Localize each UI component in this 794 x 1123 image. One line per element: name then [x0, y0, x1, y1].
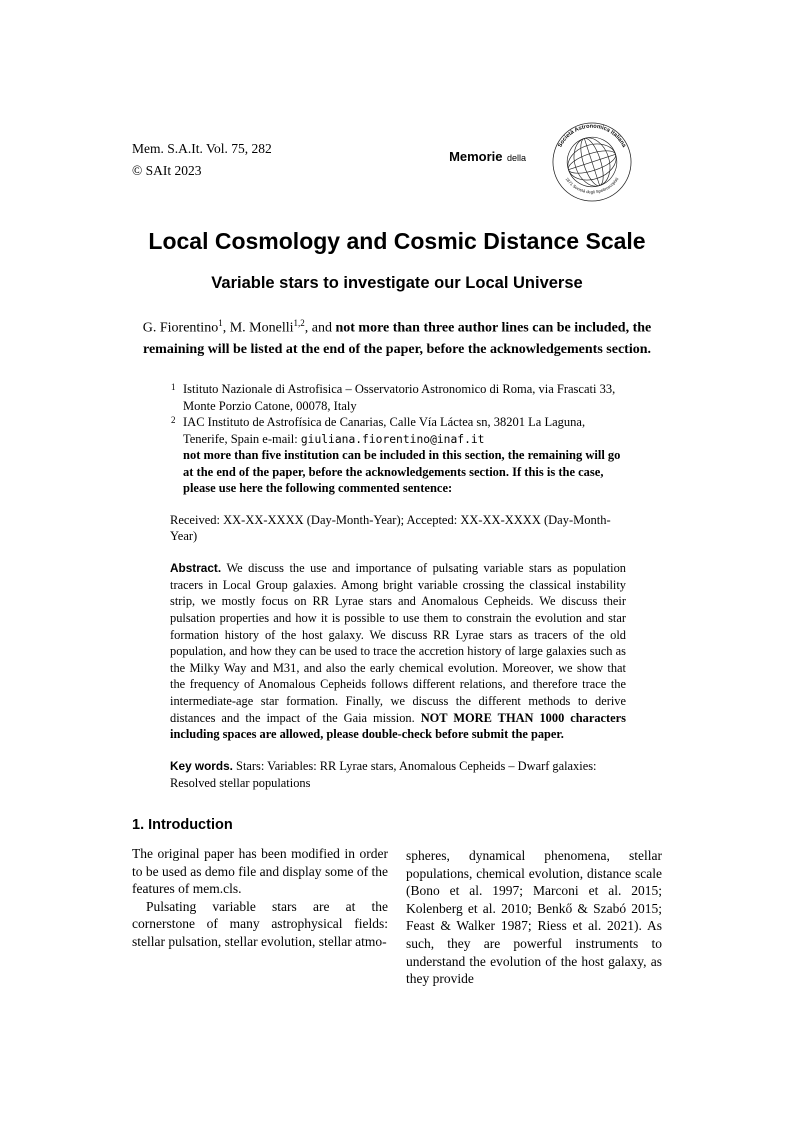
author-name: , M. Monelli [222, 320, 294, 336]
affiliation-note: not more than five institution can be included in this section, the remaining will go at the end of the paper, before the acknowledgements section. If this is the case, please use here the following commented sentence: [183, 448, 621, 496]
journal-brand-area [449, 122, 632, 202]
page-header [132, 122, 662, 202]
affiliations-list [170, 381, 626, 497]
affiliation-text: IAC Instituto de Astrofísica de Canarias, Calle Vía Láctea sn, 38201 La Laguna, Tenerife, Spain e-mail: [183, 415, 586, 446]
journal-brand [449, 122, 526, 166]
keywords [170, 758, 626, 791]
keywords-label: Key words. [170, 758, 233, 773]
paragraph: spheres, dynamical phenomena, stellar populations, chemical evolution, distance scale (Bono et al. 1997; Marconi et al. 2015; Kolenberg et al. 2010; Benkő & Szabó 2015; Feast & Walker 1987; Riess et al. 2021). As such, they are powerful instruments to understand the evolution of the host galaxy, as they provide [406, 848, 662, 987]
brand-name: Memorie [449, 149, 503, 164]
affiliation-item [170, 381, 626, 414]
received-accepted-line: Received: XX-XX-XXXX (Day-Month-Year); Accepted: XX-XX-XXXX (Day-Month-Year) [170, 512, 611, 544]
copyright-line: © SAIt 2023 [132, 163, 202, 179]
email-address: giuliana.fiorentino@inaf.it [300, 432, 485, 446]
abstract-text: We discuss the use and importance of pulsating variable stars as population tracers in Local Group galaxies. Among bright variable crossing the classical instability strip, we mostly focus on RR Lyrae stars and Anomalous Cepheids. We discuss their pulsation properties and how it is possible to use them to constrain the evolution and star formation history of the host galaxy. We discuss RR Lyrae stars as tracers of the old population, and how they can be used to trace the accretion history of large galaxies such as the Milky Way and M31, and also the early chemical evolution. Moreover, we show that the frequency of Anomalous Cepheids follows different relations, and therefore trace the intermediate-age star formation. Finally, we discuss the different methods to derive distances and the impact of the Gaia mission. [170, 560, 627, 725]
paper-title: Local Cosmology and Cosmic Distance Scale [148, 228, 646, 254]
author-affiliation-ref: 1,2 [293, 318, 305, 328]
author-name: G. Fiorentino [142, 320, 219, 336]
affiliation-number: 2 [171, 415, 176, 426]
abstract-label: Abstract. [170, 560, 222, 575]
body-columns [132, 817, 662, 987]
keywords-text: Stars: Variables: RR Lyrae stars, Anomalous Cepheids – Dwarf galaxies: Resolved stellar populations [170, 758, 597, 790]
logo-bottom-text: 1871 Società degli Spettroscopisti [564, 176, 620, 195]
authors-line [142, 317, 652, 361]
paragraph: The original paper has been modified in order to be used as demo file and display some of the features of mem.cls. [132, 846, 388, 897]
authors-connector: , and [304, 320, 332, 336]
right-column [406, 817, 662, 987]
journal-info [132, 122, 272, 183]
abstract [170, 560, 626, 743]
affiliation-number: 1 [171, 382, 176, 393]
abstract-note: NOT MORE THAN 1000 characters including spaces are allowed, please double-check before submit the paper. [170, 710, 626, 742]
affiliation-text: Istituto Nazionale di Astrofisica – Osservatorio Astronomico di Roma, via Frascati 33, Monte Porzio Catone, 00078, Italy [183, 382, 616, 413]
left-column [132, 817, 388, 987]
author-affiliation-ref: 1 [218, 318, 223, 328]
brand-subname: della [506, 153, 526, 163]
section-heading: 1. Introduction [132, 817, 233, 834]
logo-top-text: Società Astronomica Italiana [557, 123, 627, 149]
affiliation-item [170, 414, 626, 447]
paper-subtitle: Variable stars to investigate our Local Universe [211, 274, 583, 292]
paragraph: Pulsating variable stars are at the cornerstone of many astrophysical fields: stellar pulsation, stellar evolution, stellar atmo- [132, 898, 388, 949]
journal-line: Mem. S.A.It. Vol. 75, 282 [132, 141, 272, 156]
authors-note: not more than three author lines can be included, the remaining will be listed at the end of the paper, before the acknowledgements section. [143, 320, 652, 358]
society-logo-icon [552, 122, 632, 202]
